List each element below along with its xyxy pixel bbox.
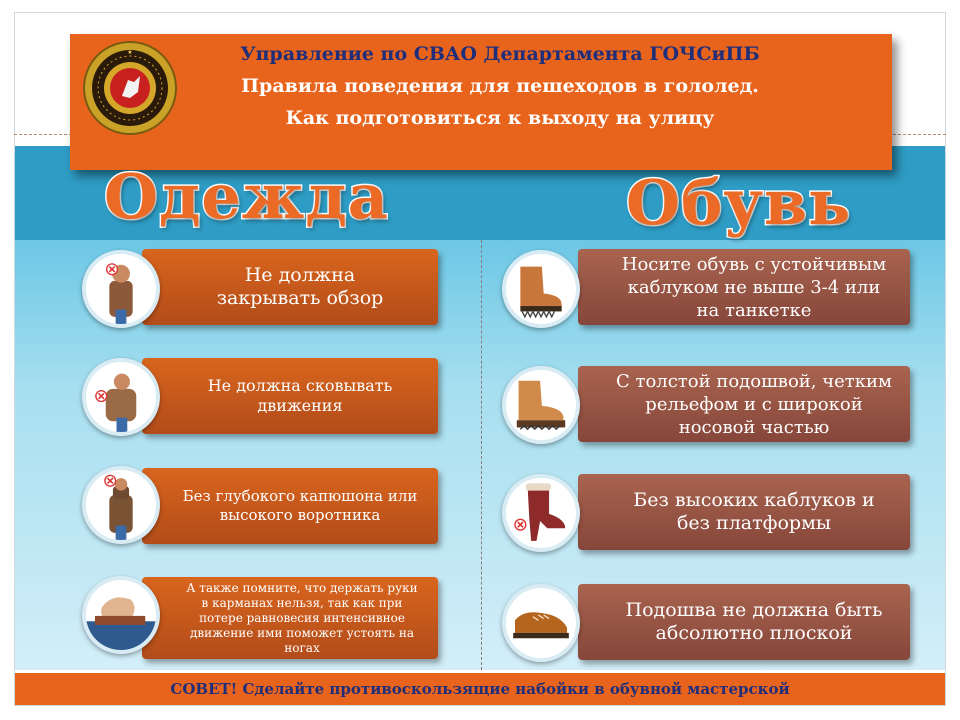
flat-shoe-icon [502, 584, 580, 662]
footwear-card-2 [578, 366, 910, 442]
svg-text:★: ★ [127, 49, 133, 56]
footwear-card-2-text: С толстой подошвой, четким рельефом и с широкой носовой частью [616, 370, 892, 438]
person-coat-cross-icon [82, 358, 160, 436]
footwear-card-3 [578, 474, 910, 550]
clothing-card-4-text: А также помните, что держать руки в карманах нельзя, так как при потере равновесия интенсивное движение ими поможет устоять на ногах [186, 580, 418, 655]
header-box [70, 34, 892, 170]
department-emblem-icon [82, 40, 178, 136]
thick-sole-boot-icon [502, 366, 580, 444]
clothing-card-3-text: Без глубокого капюшона или высокого воротника [182, 487, 418, 524]
hand-pocket-icon [82, 576, 160, 654]
spiked-boot-icon [502, 250, 580, 328]
footwear-card-1 [578, 249, 910, 325]
header-rules-line: Правила поведения для пешеходов в гололед. [241, 75, 759, 97]
clothing-card-1 [142, 249, 438, 325]
header-prepare-line: Как подготовиться к выходу на улицу [285, 107, 715, 129]
clothing-card-2 [142, 358, 438, 434]
footer-tip [15, 673, 945, 705]
person-collar-cross-icon [82, 466, 160, 544]
clothing-card-3 [142, 468, 438, 544]
footwear-card-4 [578, 584, 910, 660]
clothing-card-2-text: Не должна сковывать движения [207, 376, 393, 415]
person-hood-cross-icon [82, 250, 160, 328]
header-department-line: Управление по СВАО Департамента ГОЧСиПБ [240, 43, 760, 65]
clothing-card-1-text: Не должна закрывать обзор [216, 264, 384, 309]
footwear-card-1-text: Носите обувь с устойчивым каблуком не выше 3-4 или на танкетке [621, 253, 887, 321]
footer-tip-text: СОВЕТ! Сделайте противоскользящие набойки в обувной мастерской [170, 680, 790, 698]
footwear-section-title: Обувь [626, 166, 852, 239]
clothing-card-4 [142, 577, 438, 659]
column-divider [481, 240, 482, 670]
footwear-card-4-text: Подошва не должна быть абсолютно плоской [625, 599, 883, 644]
clothing-section-title: Одежда [104, 160, 389, 233]
footwear-card-3-text: Без высоких каблуков и без платформы [633, 489, 875, 534]
high-heel-boot-cross-icon [502, 474, 580, 552]
